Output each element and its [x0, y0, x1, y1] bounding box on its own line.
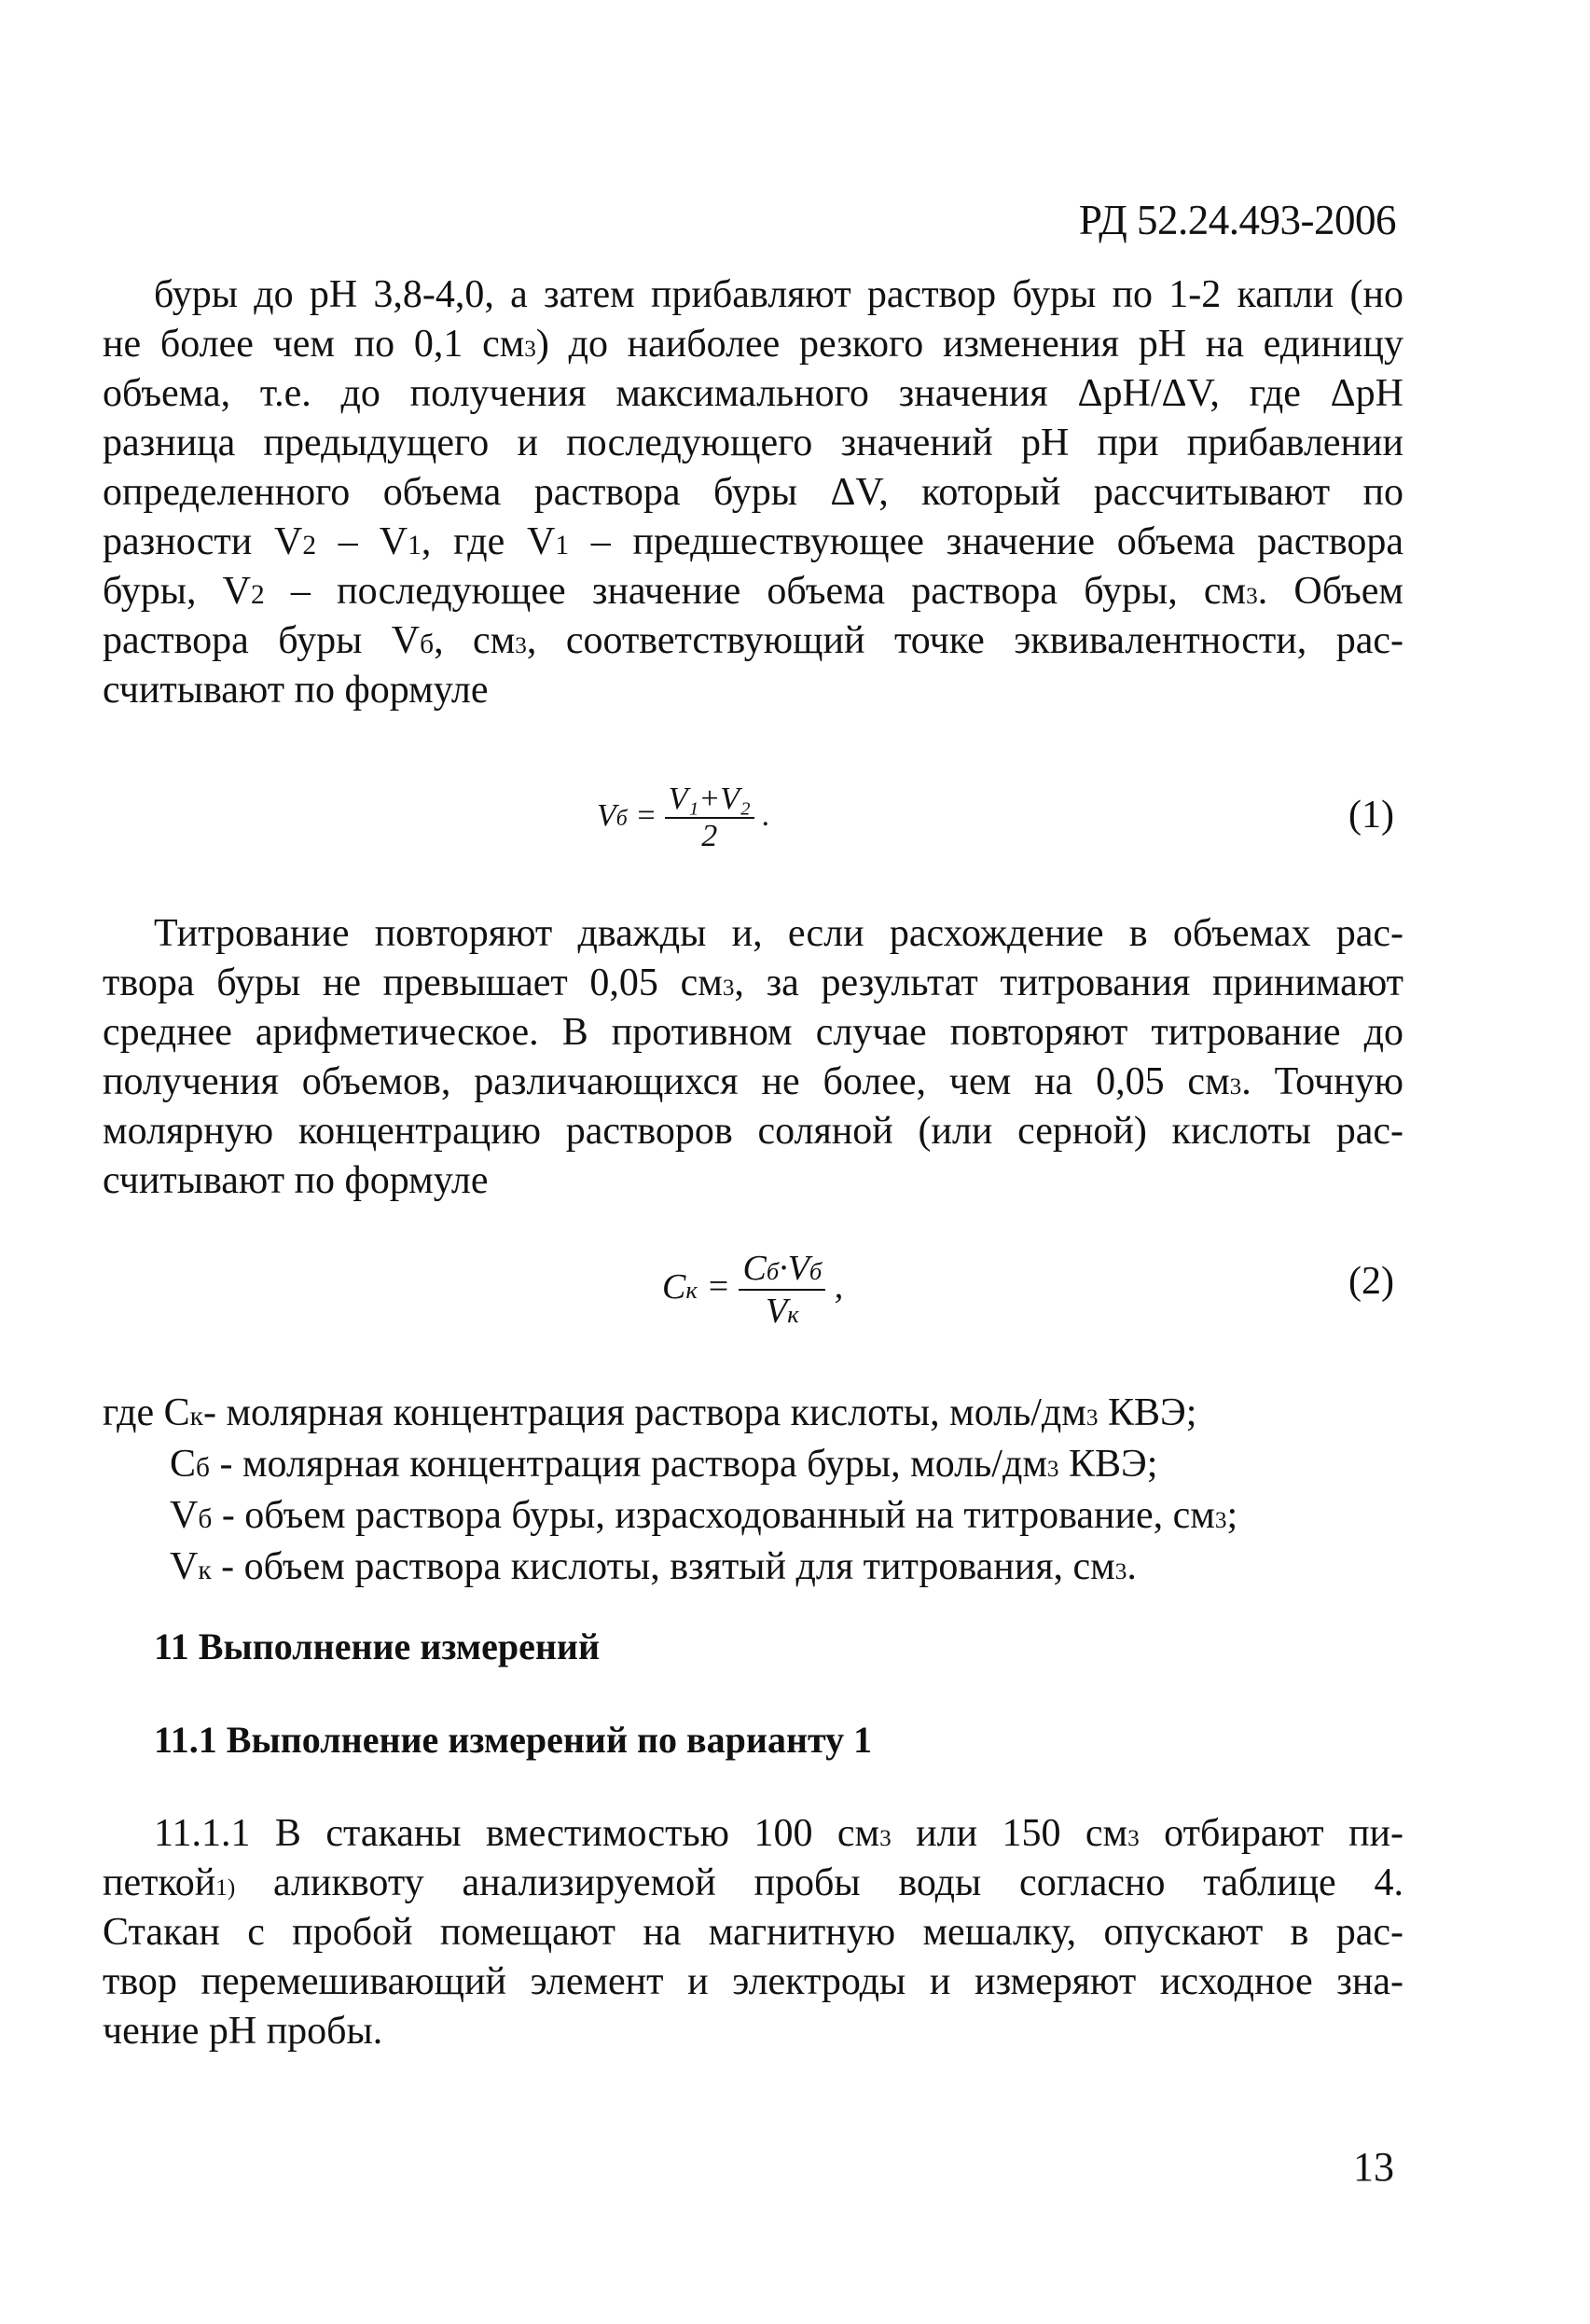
- text-line: определенного объема раствора буры ΔV, который рассчитывают по: [103, 471, 1403, 514]
- formula-2-numerator: $C_б\cdot V_б$: [739, 1248, 825, 1291]
- text-line: твора буры не превышает 0,05 $см^3$, за результат титрования принимают: [103, 961, 1403, 1004]
- text-line: объема, т.е. до получения максимального значения ΔpH/ΔV, где ΔpH: [103, 372, 1403, 415]
- text-line: разности $V_2 - V_1$, где $V_1$ – предшествующее значение объема раствора: [103, 520, 1403, 563]
- section-heading-11: 11 Выполнение измерений: [154, 1625, 601, 1667]
- text-line: буры, $V_2$ – последующее значение объема раствора буры, $см^3$. Объем: [103, 570, 1403, 613]
- formula-2-number: (2): [1348, 1260, 1394, 1303]
- text-line: получения объемов, различающихся не более, чем на 0,05 $см^3$. Точную: [103, 1060, 1403, 1103]
- text-line: считывают по формуле: [103, 669, 489, 712]
- text-line: Стакан с пробой помещают на магнитную мешалку, опускают в рас-: [103, 1911, 1403, 1954]
- formula-2-lhs: $C_к$: [662, 1266, 698, 1307]
- page-number: 13: [1353, 2144, 1394, 2190]
- definition-vb: $V_б$ - объем раствора буры, израсходованный на титрование, $см^3$;: [170, 1494, 1238, 1537]
- text-line: Титрование повторяют дважды и, если расхождение в объемах рас-: [154, 912, 1403, 955]
- formula-1-numerator: V₁+V₂: [665, 782, 754, 819]
- formula-1-denominator: 2: [701, 819, 718, 853]
- paragraph-titration-repeat: [103, 909, 1403, 1206]
- text-line: твор перемешивающий элемент и электроды и измеряют исходное зна-: [103, 1960, 1403, 2003]
- text-line: считывают по формуле: [103, 1159, 489, 1202]
- text-line: 11.1.1 В стаканы вместимостью 100 $см^3$ или 150 $см^3$ отбирают пи-: [154, 1812, 1404, 1855]
- text-line: раствора буры $V_б$, $см^3$, соответствующий точке эквивалентности, рас-: [103, 619, 1403, 662]
- definition-ck: где $С_к-$ молярная концентрация раствора кислоты, моль/$дм^3$ КВЭ;: [103, 1391, 1197, 1434]
- text-line: молярную концентрацию растворов соляной (или серной) кислоты рас-: [103, 1110, 1403, 1153]
- definition-cb: $С_б$ - молярная концентрация раствора буры, моль/$дм^3$ КВЭ;: [170, 1443, 1158, 1486]
- paragraph-titration-method: [103, 270, 1403, 715]
- formula-2: $C_к$ = $\frac{C_б\cdot V_б}{V_к}$ ,: [662, 1249, 844, 1331]
- formula-2-fraction: [739, 1248, 825, 1332]
- definition-vk: $V_к$ - объем раствора кислоты, взятый для титрования, $см^3$.: [170, 1545, 1137, 1588]
- section-heading-11-1: 11.1 Выполнение измерений по варианту 1: [154, 1719, 873, 1761]
- text-line: буры до pH 3,8-4,0, а затем прибавляют раствор буры по 1-2 капли (но: [154, 273, 1403, 316]
- formula-2-denominator: $V_к$: [766, 1292, 799, 1331]
- formula-1-number: (1): [1348, 794, 1394, 837]
- text-line: не более чем по 0,1 $см^3$) до наиболее резкого изменения pH на единицу: [103, 323, 1403, 366]
- formula-1-lhs: $V_б$: [597, 797, 628, 833]
- text-line: петкой$^{1)}$ аликвоту анализируемой пробы воды согласно таблице 4.: [103, 1861, 1403, 1904]
- variable-definitions: [103, 1388, 1408, 1593]
- formula-1-fraction: [665, 782, 754, 854]
- text-line: разница предыдущего и последующего значений pH при прибавлении: [103, 422, 1403, 464]
- paragraph-11-1-1: [103, 1809, 1403, 2056]
- formula-1: $V_б$ = $\frac{\text{V₁+V₂}}{2}$ .: [597, 782, 770, 853]
- text-line: среднее арифметическое. В противном случае повторяют титрование до: [103, 1011, 1403, 1054]
- document-code-header: РД 52.24.493-2006: [1078, 197, 1396, 243]
- text-line: чение pH пробы.: [103, 2010, 383, 2053]
